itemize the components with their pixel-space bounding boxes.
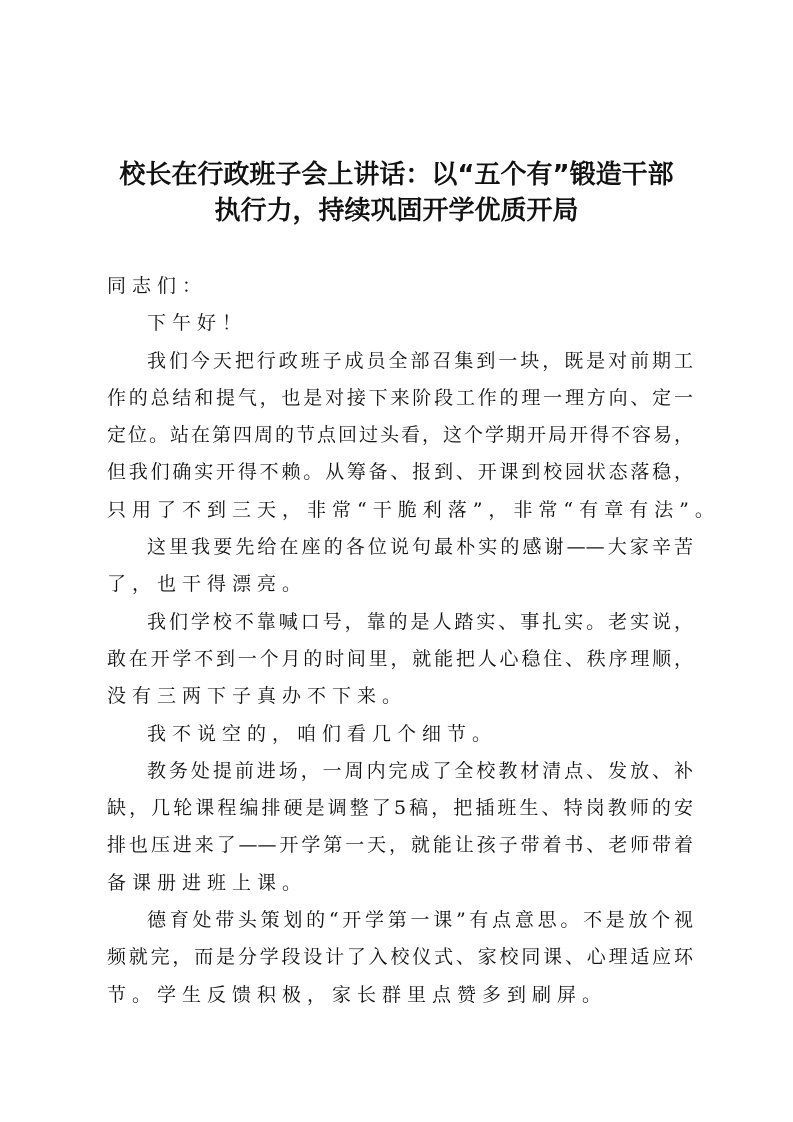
paragraph	[107, 753, 693, 902]
paragraph-line: 但我们确实开得不赖。从筹备、报到、开课到校园状态落稳，	[107, 461, 693, 484]
paragraph-line: 我不说空的，咱们看几个细节。	[147, 722, 498, 745]
paragraph-line: 只用了不到三天，非常“干脆利落”，非常“有章有法”。	[107, 498, 720, 521]
paragraph	[107, 305, 693, 342]
paragraph-line: 了，也干得漂亮。	[107, 573, 308, 596]
paragraph-line: 这里我要先给在座的各位说句最朴实的感谢——大家辛苦	[147, 536, 693, 559]
paragraph-line: 德育处带头策划的“开学第一课”有点意思。不是放个视	[147, 909, 693, 932]
paragraph-line: 备课册进班上课。	[107, 871, 308, 894]
paragraph-line: 我们今天把行政班子成员全部召集到一块，既是对前期工	[147, 349, 693, 372]
paragraph	[107, 529, 693, 604]
paragraph	[107, 604, 693, 716]
paragraph	[107, 343, 720, 529]
paragraph-line: 下午好！	[147, 312, 248, 335]
document-title	[100, 157, 693, 229]
title-line: 校长在行政班子会上讲话：以“五个有”锻造干部	[119, 160, 674, 190]
paragraph-line: 频就完，而是分学段设计了入校仪式、家校同课、心理适应环	[107, 946, 693, 969]
paragraph-line: 缺，几轮课程编排硬是调整了5稿，把插班生、特岗教师的安	[107, 797, 693, 820]
paragraph-line: 没有三两下子真办不下来。	[107, 685, 408, 708]
paragraph	[107, 716, 693, 753]
paragraph-line: 教务处提前进场，一周内完成了全校教材清点、发放、补	[147, 759, 693, 782]
title-line: 执行力，持续巩固开学优质开局	[214, 196, 579, 226]
paragraph-line: 排也压进来了——开学第一天，就能让孩子带着书、老师带着	[107, 834, 693, 857]
paragraph-line: 敢在开学不到一个月的时间里，就能把人心稳住、秩序理顺，	[107, 647, 693, 670]
salutation: 同志们：	[107, 275, 208, 297]
paragraph-line: 作的总结和提气，也是对接下来阶段工作的理一理方向、定一	[107, 386, 693, 409]
paragraph-line: 节。学生反馈积极，家长群里点赞多到刷屏。	[107, 983, 608, 1006]
paragraph-line: 我们学校不靠喊口号，靠的是人踏实、事扎实。老实说，	[147, 610, 693, 633]
paragraph-line: 定位。站在第四周的节点回过头看，这个学期开局开得不容易，	[107, 424, 693, 447]
paragraph	[107, 902, 693, 1014]
document-body	[107, 268, 720, 1014]
